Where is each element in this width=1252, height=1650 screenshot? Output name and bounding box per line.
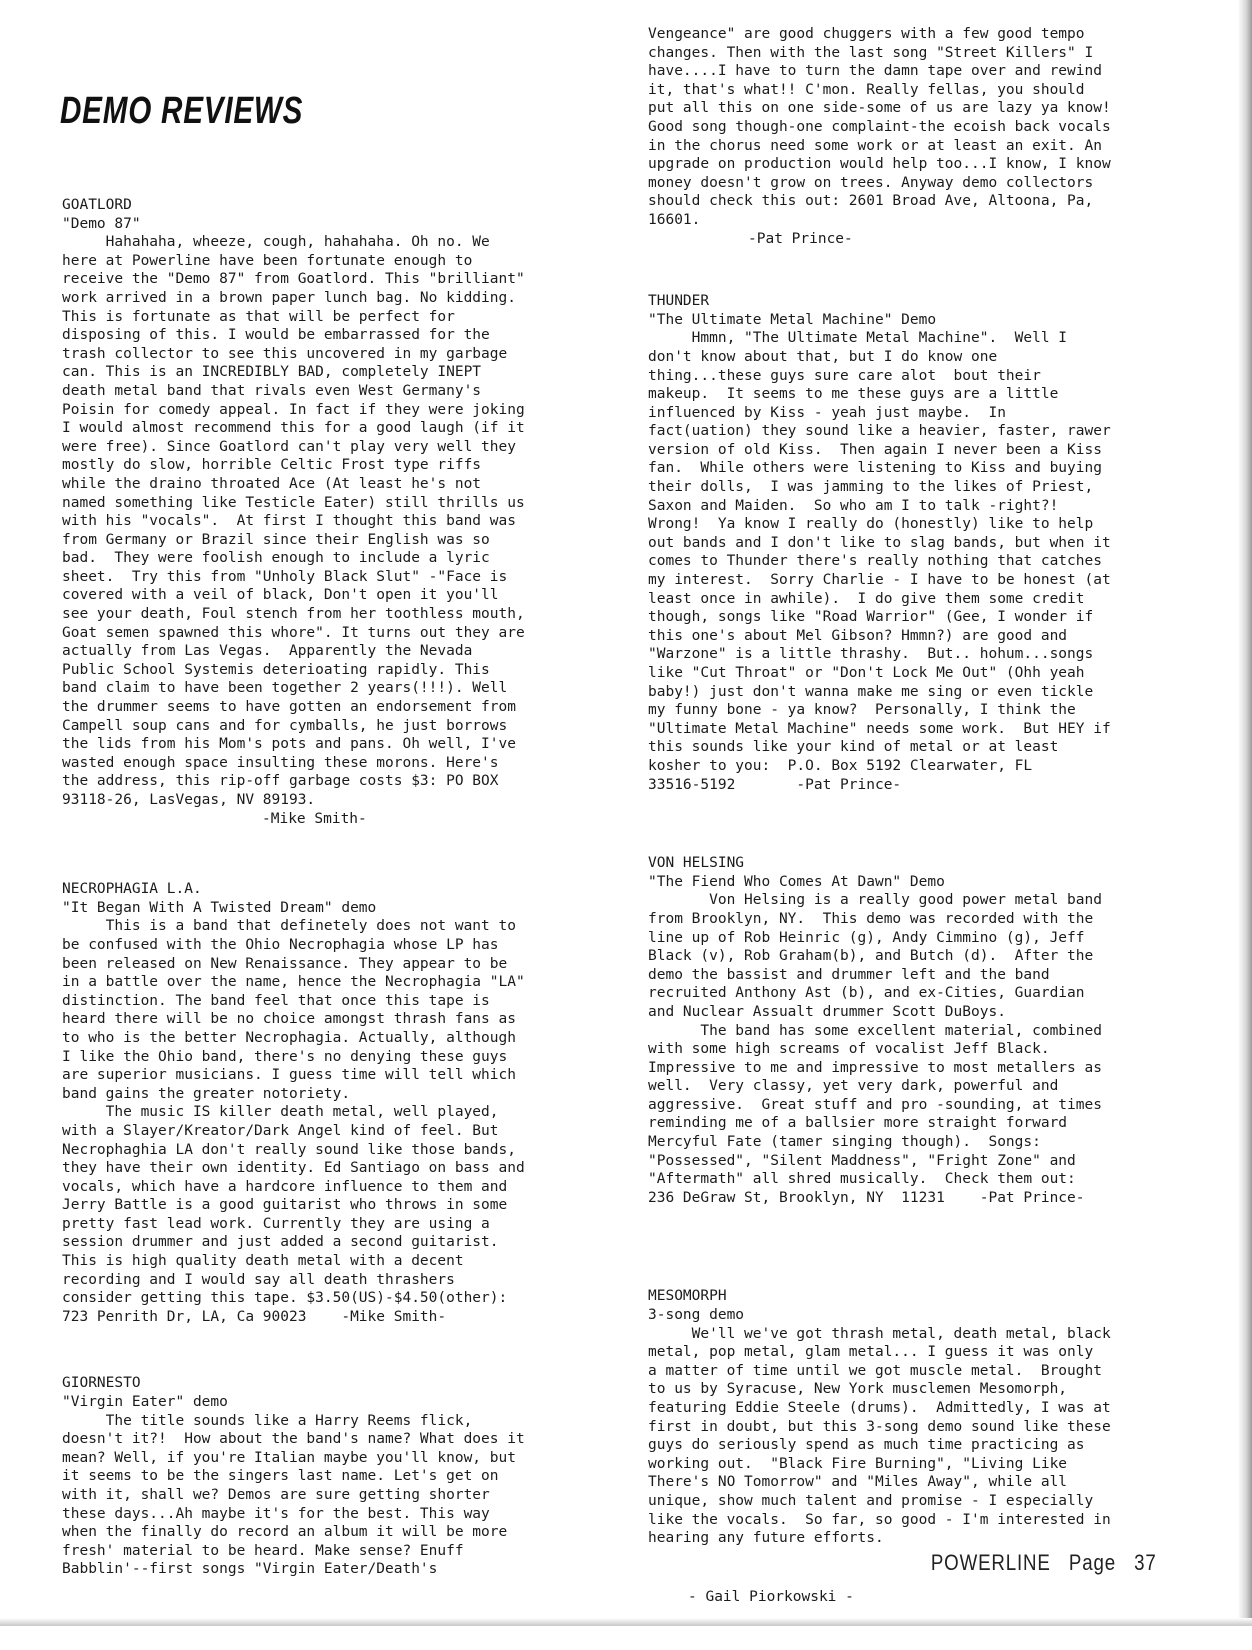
body-line: covered with a veil of black, Don't open it you'll — [62, 587, 499, 604]
body-line: a matter of time until we got muscle metal. Brought — [648, 1362, 1102, 1379]
body-line: 16601. — [648, 211, 701, 228]
body-line: they have their own identity. Ed Santiago on bass and — [62, 1160, 525, 1177]
band-name: NECROPHAGIA L.A. — [62, 881, 202, 898]
page-edge-shadow — [1238, 0, 1252, 1626]
review-necrophagia — [62, 880, 602, 1326]
body-line: kosher to you: P.O. Box 5192 Clearwater, FL — [648, 757, 1033, 774]
body-line: metal, pop metal, glam metal... I guess it was only — [648, 1344, 1094, 1361]
review-body — [648, 329, 1188, 794]
body-line: the drummer seems to have gotten an endorsement from — [62, 699, 516, 716]
right-column — [648, 25, 1188, 1650]
body-line: the lids from his Mom's pots and pans. Oh well, I've — [62, 736, 516, 753]
band-name: GIORNESTO — [62, 1375, 141, 1392]
body-line: in a battle over the name, hence the Necrophagia "LA" — [62, 974, 525, 991]
body-line: from Brooklyn, NY. This demo was recorded with the — [648, 910, 1094, 927]
review-body — [648, 1325, 1188, 1548]
body-line: consider getting this tape. $3.50(US)-$4.50(other): — [62, 1290, 508, 1307]
body-line: don't know about that, but I do know one — [648, 348, 998, 365]
body-line: my funny bone - ya know? Personally, I think the — [648, 702, 1076, 719]
body-line: upgrade on production would help too...I know, I know — [648, 156, 1111, 173]
review-von-helsing — [648, 854, 1188, 1207]
body-line: with his "vocals". At first I thought this band was — [62, 513, 516, 530]
body-line: Hmmn, "The Ultimate Metal Machine". Well I — [648, 330, 1068, 347]
body-line: working out. "Black Fire Burning", "Living Like — [648, 1455, 1068, 1472]
body-line: fan. While others were listening to Kiss and buying — [648, 460, 1102, 477]
body-line: death metal band that rivals even West Germany's — [62, 382, 482, 399]
body-line: distinction. The band feel that once this tape is — [62, 992, 490, 1009]
body-line: baby!) just don't wanna make me sing or even tickle — [648, 683, 1094, 700]
body-line: mostly do slow, horrible Celtic Frost type riffs — [62, 457, 482, 474]
body-line: There's NO Tomorrow" and "Miles Away", while all — [648, 1474, 1068, 1491]
body-line: though, songs like "Road Warrior" (Gee, I wonder if — [648, 609, 1094, 626]
body-line: fresh' material to be heard. Make sense? Enuff — [62, 1542, 464, 1559]
body-line: fact(uation) they sound like a heavier, faster, rawer — [648, 423, 1111, 440]
body-line: it seems to be the singers last name. Let's get on — [62, 1468, 499, 1485]
body-line: here at Powerline have been fortunate enough to — [62, 252, 473, 269]
body-line: Jerry Battle is a good guitarist who throws in some — [62, 1197, 508, 1214]
body-line: work arrived in a brown paper lunch bag. No kidding. — [62, 289, 516, 306]
body-line: makeup. It seems to me these guys are a little — [648, 386, 1059, 403]
review-body — [62, 917, 602, 1326]
publication-name: POWERLINE — [931, 1550, 1052, 1575]
body-line: disposing of this. I would be embarrassed for the — [62, 327, 490, 344]
body-line: like the vocals. So far, so good - I'm interested in — [648, 1511, 1111, 1528]
body-line: pretty fast lead work. Currently they are using a — [62, 1215, 490, 1232]
body-line: Hahahaha, wheeze, cough, hahahaha. Oh no. We — [62, 234, 490, 251]
body-line: money doesn't grow on trees. Anyway demo collectors — [648, 174, 1094, 191]
body-line: named something like Testicle Eater) still thrills us — [62, 494, 525, 511]
body-line: influenced by Kiss - yeah just maybe. In — [648, 404, 1006, 421]
body-line: have....I have to turn the damn tape over and rewind — [648, 63, 1102, 80]
review-goatlord — [62, 196, 602, 828]
body-line: doesn't it?! How about the band's name? What does it — [62, 1431, 525, 1448]
body-line: are superior musicians. I guess time will tell which — [62, 1067, 516, 1084]
body-line: Wrong! Ya know I really do (honestly) like to help — [648, 516, 1094, 533]
body-line: the address, this rip-off garbage costs $3: PO BOX — [62, 773, 499, 790]
body-line: out bands and I don't like to slag bands, but when it — [648, 534, 1111, 551]
body-line: The band has some excellent material, combined — [648, 1022, 1102, 1039]
body-line: This is fortunate as that will be perfect for — [62, 308, 455, 325]
body-line: 93118-26, LasVegas, NV 89193. — [62, 792, 316, 808]
body-line: comes to Thunder there's really nothing that catches — [648, 553, 1102, 570]
body-line: Public School Systemis deterioating rapidly. This — [62, 661, 490, 678]
body-line: Von Helsing is a really good power metal band — [648, 892, 1102, 909]
body-line: Babblin'--first songs "Virgin Eater/Death's — [62, 1561, 438, 1578]
body-line: featuring Eddie Steele (drums). Admittedly, I was at — [648, 1400, 1111, 1416]
body-line: recording and I would say all death thrashers — [62, 1271, 455, 1288]
body-line: Campell soup cans and for cymballs, he just borrows — [62, 717, 508, 734]
body-line: my interest. Sorry Charlie - I have to be honest (at — [648, 572, 1111, 589]
band-name: MESOMORPH — [648, 1288, 727, 1305]
body-line: session drummer and just added a second guitarist. — [62, 1234, 499, 1251]
body-line: aggressive. Great stuff and pro -sounding, at times — [648, 1096, 1102, 1113]
body-line: to who is the better Necrophagia. Actually, although — [62, 1029, 516, 1046]
body-line: these days...Ah maybe it's for the best. This way — [62, 1505, 490, 1522]
body-line: 723 Penrith Dr, LA, Ca 90023 -Mike Smith- — [62, 1308, 447, 1325]
band-name: VON HELSING — [648, 855, 745, 872]
body-line: Poisin for comedy appeal. In fact if they were joking — [62, 401, 525, 418]
body-line: reminding me of a ballsier more straight forward — [648, 1115, 1068, 1132]
body-line: actually from Las Vegas. Apparently the Nevada — [62, 643, 473, 660]
body-line: while the draino throated Ace (At least he's not — [62, 475, 482, 492]
body-line: recruited Anthony Ast (b), and ex-Cities, Guardian — [648, 985, 1085, 1002]
body-line: well. Very classy, yet very dark, powerful and — [648, 1078, 1059, 1095]
body-line: I would almost recommend this for a good laugh (if it — [62, 420, 525, 437]
demo-title: "Virgin Eater" demo — [62, 1394, 228, 1411]
body-line: The title sounds like a Harry Reems flick, — [62, 1412, 473, 1429]
body-line: Black (v), Rob Graham(b), and Butch (d). After the — [648, 948, 1094, 965]
body-line: Good song though-one complaint-the ecoish back vocals — [648, 118, 1111, 135]
body-line: with it, shall we? Demos are sure getting shorter — [62, 1487, 490, 1503]
body-line: first in doubt, but this 3-song demo sound like these — [648, 1418, 1111, 1435]
left-column — [62, 196, 602, 1623]
body-line: hearing any future efforts. — [648, 1530, 884, 1547]
body-line: in the chorus need some work or at least an exit. An — [648, 137, 1102, 154]
body-line: see your death, Foul stench from her toothless mouth, — [62, 606, 525, 623]
body-line: can. This is an INCREDIBLY BAD, completely INEPT — [62, 364, 482, 381]
review-body — [62, 1412, 602, 1579]
body-line: demo the bassist and drummer left and the band — [648, 966, 1050, 983]
review-giornesto — [62, 1374, 602, 1579]
body-line: The music IS killer death metal, well played, — [62, 1104, 499, 1121]
page-footer — [931, 1550, 1157, 1576]
body-line: We'll we've got thrash metal, death metal, black — [648, 1325, 1111, 1342]
body-line: "Ultimate Metal Machine" needs some work. But HEY if — [648, 720, 1111, 737]
body-line: thing...these guys sure care alot bout their — [648, 367, 1041, 384]
body-line: band claim to have been together 2 years(!!!). Well — [62, 680, 508, 697]
body-line: Impressive to me and impressive to most metallers as — [648, 1059, 1102, 1076]
body-line: receive the "Demo 87" from Goatlord. This "brilliant" — [62, 271, 525, 288]
body-line: this one's about Mel Gibson? Hmmn?) are good and — [648, 627, 1068, 644]
body-line: wasted enough space insulting these morons. Here's — [62, 754, 499, 771]
body-line: and Nuclear Assualt drummer Scott DuBoys. — [648, 1003, 1006, 1020]
body-line: Necrophaghia LA don't really sound like those bands, — [62, 1141, 516, 1158]
body-line: were free). Since Goatlord can't play very well they — [62, 438, 516, 455]
body-line: vocals, which have a hardcore influence to them and — [62, 1178, 508, 1195]
body-line: sheet. Try this from "Unholy Black Slut" -"Face is — [62, 568, 508, 585]
body-line: guys do seriously spend as much time practicing as — [648, 1437, 1085, 1454]
review-body — [648, 891, 1188, 1207]
body-line: "Warzone" is a little thrashy. But.. hohum...songs — [648, 646, 1094, 663]
review-giornesto-continued — [648, 25, 1188, 248]
body-line: This is high quality death metal with a decent — [62, 1253, 464, 1270]
body-line: Vengeance" are good chuggers with a few good tempo — [648, 26, 1085, 42]
body-line: been released on New Renaissance. They appear to be — [62, 955, 508, 972]
demo-title: "Demo 87" — [62, 215, 141, 232]
demo-title: "The Ultimate Metal Machine" Demo — [648, 311, 937, 328]
band-name: THUNDER — [648, 293, 710, 310]
body-line: line up of Rob Heinric (g), Andy Cimmino (g), Jeff — [648, 929, 1085, 946]
body-line: this sounds like your kind of metal or at least — [648, 739, 1059, 756]
reviewer-signature: - Gail Piorkowski - — [688, 1588, 854, 1605]
body-line: This is a band that definetely does not want to — [62, 918, 516, 935]
body-line: to us by Syracuse, New York musclemen Mesomorph, — [648, 1381, 1068, 1398]
body-line: from Germany or Brazil since their English was so — [62, 531, 490, 548]
body-line: with a Slayer/Kreator/Dark Angel kind of feel. But — [62, 1122, 499, 1139]
page-number: 37 — [1134, 1550, 1157, 1575]
reviewer-signature: -Mike Smith- — [262, 810, 367, 827]
body-line: version of old Kiss. Then again I never been a Kiss — [648, 441, 1102, 458]
body-line: "Possessed", "Silent Maddness", "Fright Zone" and — [648, 1152, 1076, 1169]
review-body — [648, 25, 1188, 230]
body-line: changes. Then with the last song "Street Killers" I — [648, 44, 1094, 61]
demo-title: 3-song demo — [648, 1307, 745, 1324]
body-line: 33516-5192 -Pat Prince- — [648, 776, 902, 793]
page-heading: DEMO REVIEWS — [60, 90, 304, 132]
body-line: be confused with the Ohio Necrophagia whose LP has — [62, 936, 499, 953]
body-line: with some high screams of vocalist Jeff Black. — [648, 1041, 1050, 1058]
body-line: 236 DeGraw St, Brooklyn, NY 11231 -Pat Prince- — [648, 1189, 1085, 1206]
body-line: when the finally do record an album it will be more — [62, 1524, 508, 1541]
body-line: mean? Well, if you're Italian maybe you'll know, but — [62, 1449, 516, 1466]
body-line: put all this on one side-some of us are lazy ya know! — [648, 100, 1111, 117]
body-line: bad. They were foolish enough to include a lyric — [62, 550, 490, 567]
body-line: like "Cut Throat" or "Don't Lock Me Out" (Ohh yeah — [648, 665, 1085, 681]
body-line: I like the Ohio band, there's no denying these guys — [62, 1048, 508, 1065]
body-line: least once in awhile). I do give them some credit — [648, 590, 1085, 607]
body-line: trash collector to see this uncovered in my garbage — [62, 345, 508, 362]
band-name: GOATLORD — [62, 197, 132, 213]
demo-title: "It Began With A Twisted Dream" demo — [62, 899, 377, 916]
body-line: band gains the greater notoriety. — [62, 1085, 351, 1102]
page-label: Page — [1069, 1550, 1117, 1575]
body-line: Goat semen spawned this whore". It turns out they are — [62, 624, 525, 641]
body-line: heard there will be no choice amongst thrash fans as — [62, 1011, 516, 1028]
body-line: "Aftermath" all shred musically. Check them out: — [648, 1171, 1076, 1188]
body-line: their dolls, I was jamming to the likes of Priest, — [648, 479, 1094, 496]
reviewer-signature: -Pat Prince- — [748, 230, 853, 247]
body-line: it, that's what!! C'mon. Really fellas, you should — [648, 81, 1085, 98]
body-line: should check this out: 2601 Broad Ave, Altoona, Pa, — [648, 193, 1094, 210]
body-line: unique, show much talent and promise - I especially — [648, 1492, 1094, 1509]
body-line: Mercyful Fate (tamer singing though). Songs: — [648, 1134, 1041, 1151]
review-thunder — [648, 292, 1188, 794]
demo-title: "The Fiend Who Comes At Dawn" Demo — [648, 873, 945, 890]
body-line: Saxon and Maiden. So who am I to talk -right?! — [648, 497, 1059, 514]
review-body — [62, 233, 602, 809]
